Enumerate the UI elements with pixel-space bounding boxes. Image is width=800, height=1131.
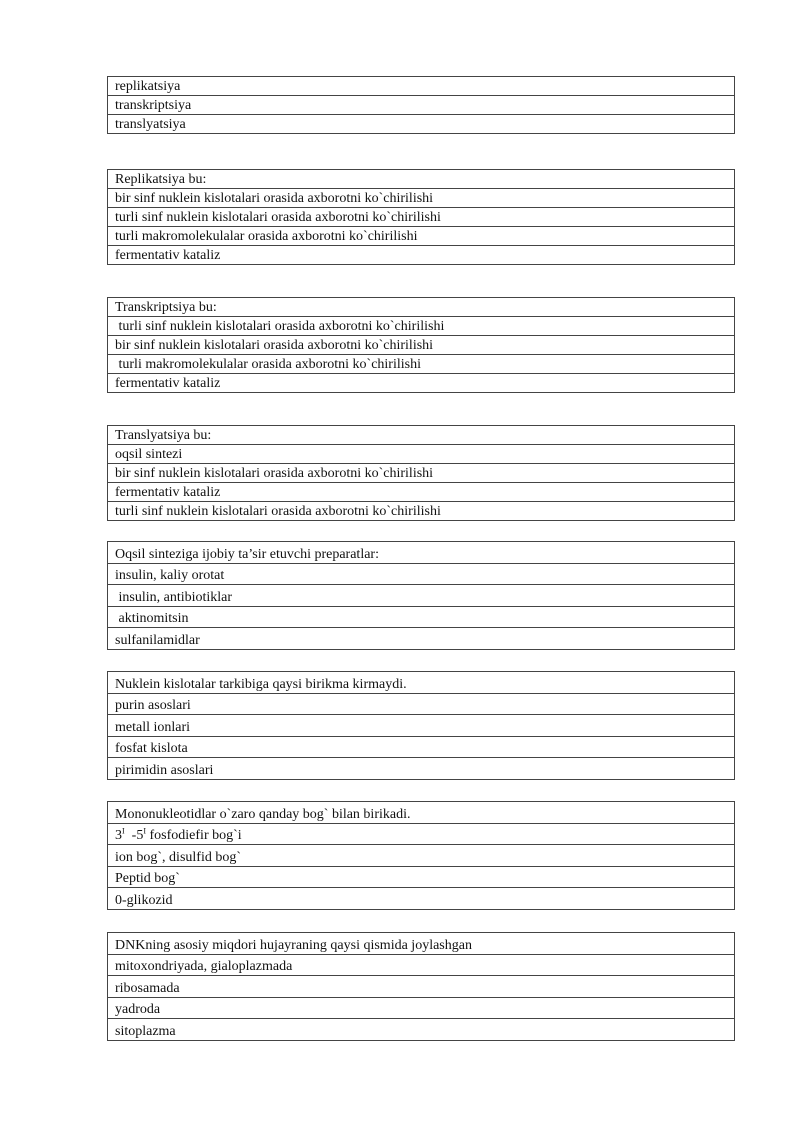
option-row	[108, 954, 735, 976]
question-row	[108, 672, 735, 694]
option-row	[108, 758, 735, 780]
option-row	[108, 227, 735, 246]
option-row	[108, 845, 735, 867]
option-text: mitoxondriyada, gialoplazmada	[108, 954, 735, 976]
option-text: fosfat kislota	[108, 736, 735, 758]
option-text: turli sinf nuklein kislotalari orasida axborotni ko`chirilishi	[108, 317, 735, 336]
option-row	[108, 77, 735, 96]
option-row	[108, 976, 735, 998]
option-row	[108, 1019, 735, 1041]
option-text: turli sinf nuklein kislotalari orasida axborotni ko`chirilishi	[108, 208, 735, 227]
option-row	[108, 96, 735, 115]
option-row	[108, 464, 735, 483]
option-text: oqsil sintezi	[108, 445, 735, 464]
question-block-5	[107, 541, 735, 650]
question-text: Transkriptsiya bu:	[108, 298, 735, 317]
option-row	[108, 317, 735, 336]
option-row	[108, 563, 735, 585]
question-row	[108, 542, 735, 564]
option-row	[108, 502, 735, 521]
option-row	[108, 585, 735, 607]
question-text: Translyatsiya bu:	[108, 426, 735, 445]
option-row	[108, 208, 735, 227]
option-text	[108, 823, 735, 845]
option-row	[108, 606, 735, 628]
option-row	[108, 736, 735, 758]
question-block-6	[107, 671, 735, 780]
option-row	[108, 823, 735, 845]
option-text: turli makromolekulalar orasida axborotni ko`chirilishi	[108, 227, 735, 246]
question-block-8	[107, 932, 735, 1041]
option-text: Peptid bog`	[108, 866, 735, 888]
bond-number-5: -5	[124, 828, 144, 843]
question-block-3	[107, 297, 735, 393]
option-row	[108, 246, 735, 265]
prime-mark: I	[143, 826, 147, 836]
option-text: bir sinf nuklein kislotalari orasida axborotni ko`chirilishi	[108, 336, 735, 355]
question-row	[108, 933, 735, 955]
question-block-7	[107, 801, 735, 910]
option-text: turli makromolekulalar orasida axborotni ko`chirilishi	[108, 355, 735, 374]
option-row	[108, 445, 735, 464]
option-text: replikatsiya	[108, 77, 735, 96]
option-text: pirimidin asoslari	[108, 758, 735, 780]
option-text: bir sinf nuklein kislotalari orasida axborotni ko`chirilishi	[108, 464, 735, 483]
option-row	[108, 336, 735, 355]
question-text: Replikatsiya bu:	[108, 170, 735, 189]
question-text: Nuklein kislotalar tarkibiga qaysi birikma kirmaydi.	[108, 672, 735, 694]
question-block-4	[107, 425, 735, 521]
option-row	[108, 693, 735, 715]
option-row	[108, 115, 735, 134]
option-text: translyatsiya	[108, 115, 735, 134]
option-row	[108, 715, 735, 737]
option-text: insulin, antibiotiklar	[108, 585, 735, 607]
option-text: fermentativ kataliz	[108, 483, 735, 502]
option-text: bir sinf nuklein kislotalari orasida axborotni ko`chirilishi	[108, 189, 735, 208]
question-block-2	[107, 169, 735, 265]
option-text: sulfanilamidlar	[108, 628, 735, 650]
option-text: fermentativ kataliz	[108, 374, 735, 393]
option-row	[108, 189, 735, 208]
option-text: aktinomitsin	[108, 606, 735, 628]
option-text: 0-glikozid	[108, 888, 735, 910]
question-row	[108, 298, 735, 317]
bond-name: fosfodiefir bog`i	[146, 828, 242, 843]
option-text: turli sinf nuklein kislotalari orasida axborotni ko`chirilishi	[108, 502, 735, 521]
option-text: ribosamada	[108, 976, 735, 998]
option-row	[108, 888, 735, 910]
question-block-1	[107, 76, 735, 134]
option-text: purin asoslari	[108, 693, 735, 715]
question-row	[108, 426, 735, 445]
option-text: yadroda	[108, 997, 735, 1019]
question-row	[108, 802, 735, 824]
option-text: sitoplazma	[108, 1019, 735, 1041]
prime-mark: I	[122, 826, 125, 836]
option-text: insulin, kaliy orotat	[108, 563, 735, 585]
question-text: Mononukleotidlar o`zaro qanday bog` bilan birikadi.	[108, 802, 735, 824]
option-text: metall ionlari	[108, 715, 735, 737]
option-row	[108, 483, 735, 502]
question-text: Oqsil sinteziga ijobiy ta’sir etuvchi preparatlar:	[108, 542, 735, 564]
bond-number-3: 3	[115, 828, 122, 843]
option-text: ion bog`, disulfid bog`	[108, 845, 735, 867]
option-text: fermentativ kataliz	[108, 246, 735, 265]
option-row	[108, 355, 735, 374]
option-row	[108, 628, 735, 650]
question-text: DNKning asosiy miqdori hujayraning qaysi qismida joylashgan	[108, 933, 735, 955]
option-row	[108, 374, 735, 393]
question-row	[108, 170, 735, 189]
option-row	[108, 997, 735, 1019]
option-row	[108, 866, 735, 888]
option-text: transkriptsiya	[108, 96, 735, 115]
